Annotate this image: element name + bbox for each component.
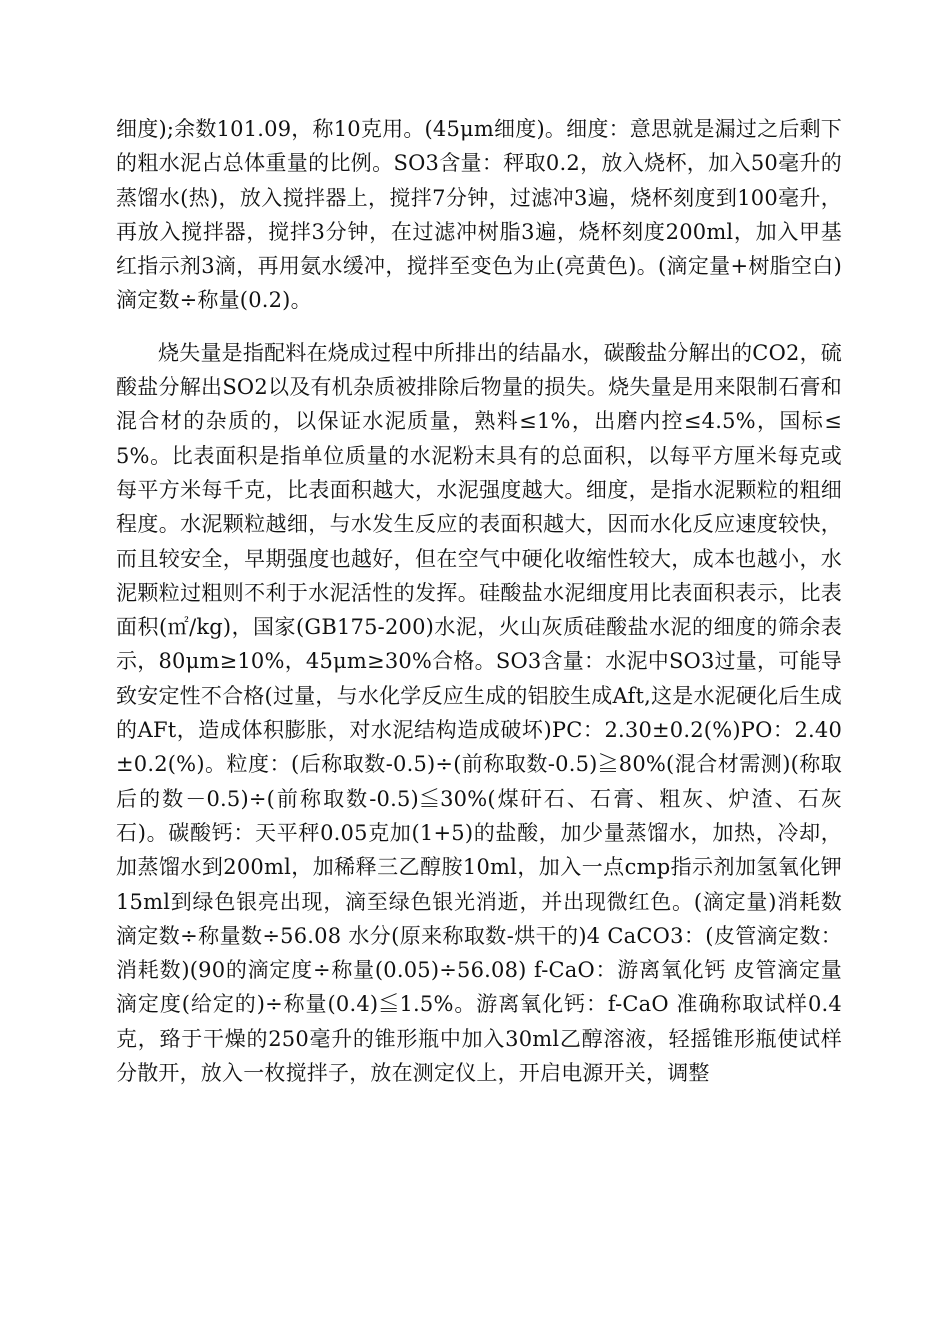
paragraph-fineness-so3: 细度);余数101.09，称10克用。(45μm细度)。细度：意思就是漏过之后剩下的粗水泥占总体重量的比例。SO3含量：秤取0.2，放入烧杯，加入50毫升的蒸馏水(热)，放入搅拌器上，搅拌7分钟，过滤冲3遍，烧杯刻度到100毫升，再放入搅拌器，搅拌3分钟，在过滤冲树脂3遍，烧杯刻度200ml，加入甲基红指示剂3滴，再用氨水缓冲，搅拌至变色为止(亮黄色)。(滴定量+树脂空白)滴定数÷称量(0.2)。 (116, 117, 842, 313)
document-body (116, 112, 842, 1090)
paragraph-loss-on-ignition: 烧失量是指配料在烧成过程中所排出的结晶水，碳酸盐分解出的CO2，硫酸盐分解出SO2以及有机杂质被排除后物量的损失。烧失量是用来限制石膏和混合材的杂质的，以保证水泥质量，熟料≤1%，出磨内控≤4.5%，国标≤5%。比表面积是指单位质量的水泥粉末具有的总面积，以每平方厘米每克或每平方米每千克，比表面积越大，水泥强度越大。细度，是指水泥颗粒的粗细程度。水泥颗粒越细，与水发生反应的表面积越大，因而水化反应速度较快，而且较安全，早期强度也越好，但在空气中硬化收缩性较大，成本也越小，水泥颗粒过粗则不利于水泥活性的发挥。硅酸盐水泥细度用比表面积表示，比表面积(㎡/kg)，国家(GB175-200)水泥，火山灰质硅酸盐水泥的细度的筛余表示，80μm≥10%，45μm≥30%合格。SO3含量：水泥中SO3过量，可能导致安定性不合格(过量，与水化学反应生成的铝胶生成Aft,这是水泥硬化后生成的AFt，造成体积膨胀，对水泥结构造成破坏)PC：2.30±0.2(%)PO：2.40±0.2(%)。粒度：(后称取数-0.5)÷(前称取数-0.5)≧80%(混合材需测)(称取后的数－0.5)÷(前称取数-0.5)≦30%(煤矸石、石膏、粗灰、炉渣、石灰石)。碳酸钙：天平秤0.05克加(1+5)的盐酸，加少量蒸馏水，加热，冷却，加蒸馏水到200ml，加稀释三乙醇胺10ml，加入一点cmp指示剂加氢氧化钾15ml到绿色银亮出现，滴至绿色银光消逝，并出现微红色。(滴定量)消耗数滴定数÷称量数÷56.08 水分(原来称取数-烘干的)4 CaCO3：(皮管滴定数：消耗数)(90的滴定度÷称量(0.05)÷56.08) f-CaO：游离氧化钙 皮管滴定量滴定度(给定的)÷称量(0.4)≦1.5%。游离氧化钙：f-CaO 准确称取试样0.4克，臵于干燥的250毫升的锥形瓶中加入30ml乙醇溶液，轻摇锥形瓶使试样分散开，放入一枚搅拌子，放在测定仪上，开启电源开关，调整 (116, 340, 842, 1086)
